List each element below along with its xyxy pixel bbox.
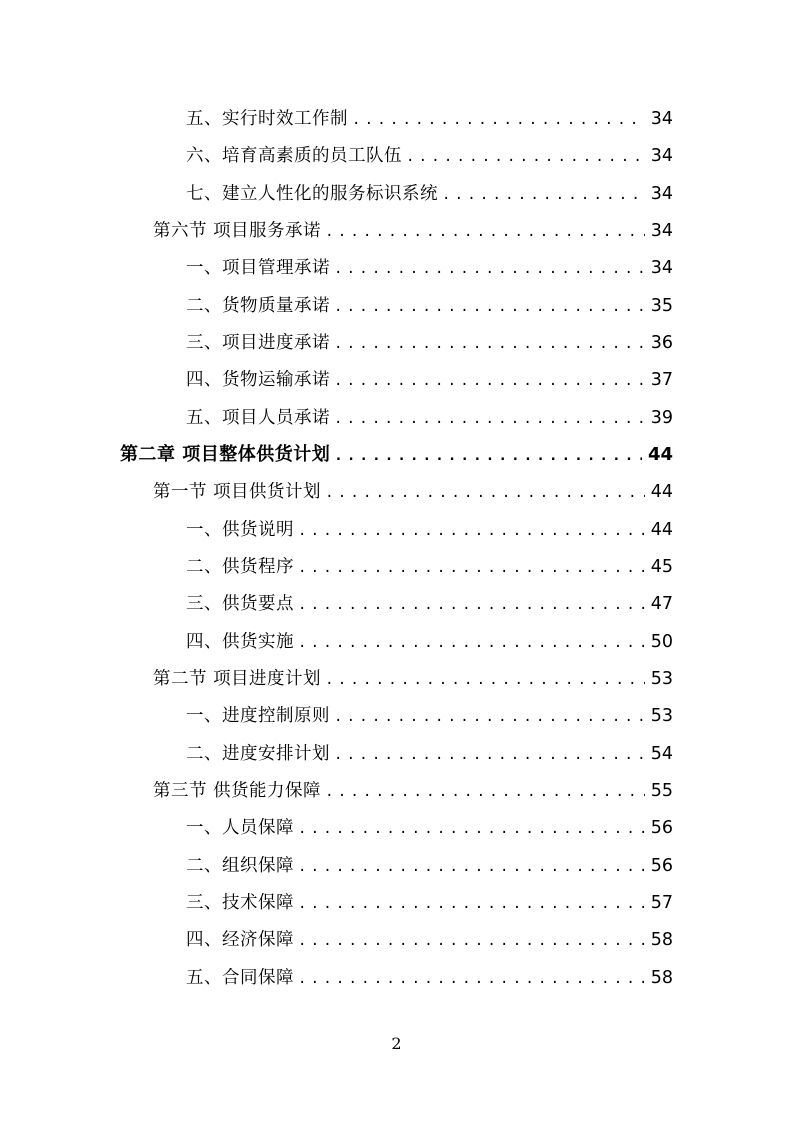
toc-entry-page: 35 [650,296,673,316]
toc-entry[interactable] [186,739,673,769]
toc-entry-title: 二、进度安排计划 [186,744,330,764]
toc-dot-leader [334,404,645,434]
toc-entry-page: 34 [650,146,673,166]
toc-entry[interactable] [186,291,673,321]
toc-entry-title: 二、组织保障 [186,856,294,876]
toc-entry-page: 53 [650,706,673,726]
toc-entry-title: 三、技术保障 [186,893,294,913]
toc-entry-page: 53 [650,669,673,689]
toc-entry[interactable] [186,365,673,395]
toc-entry[interactable] [186,963,673,993]
toc-dot-leader [298,926,645,956]
toc-dot-leader [334,329,645,359]
toc-entry[interactable] [153,477,673,507]
toc-entry-title: 五、项目人员承诺 [186,408,330,428]
toc-entry[interactable] [186,627,673,657]
toc-dot-leader [298,964,645,994]
toc-dot-leader [334,254,645,284]
toc-entry-title: 一、项目管理承诺 [186,258,330,278]
toc-dot-leader [334,441,642,471]
toc-entry-page: 47 [650,594,673,614]
toc-entry-page: 50 [650,632,673,652]
toc-entry[interactable] [186,888,673,918]
toc-entry-page: 44 [650,482,673,502]
toc-dot-leader [298,628,645,658]
toc-entry-page: 44 [647,444,673,465]
toc-entry-title: 四、货物运输承诺 [186,370,330,390]
toc-dot-leader [325,665,645,695]
toc-entry[interactable] [186,253,673,283]
toc-entry-page: 37 [650,370,673,390]
toc-dot-leader [298,889,645,919]
toc-entry[interactable] [153,664,673,694]
toc-dot-leader [298,553,645,583]
toc-dot-leader [334,702,645,732]
toc-entry-title: 二、供货程序 [186,557,294,577]
toc-entry[interactable] [186,851,673,881]
toc-entry-title: 三、供货要点 [186,594,294,614]
toc-entry[interactable] [186,104,673,134]
toc-dot-leader [298,814,645,844]
toc-entry-title: 四、经济保障 [186,930,294,950]
toc-entry-page: 58 [650,968,673,988]
toc-dot-leader [406,142,645,172]
toc-entry[interactable] [186,403,673,433]
toc-entry[interactable] [186,813,673,843]
toc-entry-page: 56 [650,856,673,876]
toc-entry-page: 58 [650,930,673,950]
toc-entry[interactable] [186,179,673,209]
toc-entry-page: 36 [650,333,673,353]
toc-entry-title: 第二节 项目进度计划 [153,669,322,689]
toc-entry-title: 第六节 项目服务承诺 [153,221,322,241]
toc-dot-leader [325,478,645,508]
toc-entry-title: 七、建立人性化的服务标识系统 [186,184,438,204]
toc-entry[interactable] [186,589,673,619]
toc-entry-page: 54 [650,744,673,764]
toc-entry-title: 一、进度控制原则 [186,706,330,726]
toc-entry-page: 39 [650,408,673,428]
toc-entry-page: 44 [650,520,673,540]
toc-entry-title: 第一节 项目供货计划 [153,482,322,502]
toc-entry[interactable] [153,776,673,806]
toc-dot-leader [298,852,645,882]
toc-entry-page: 55 [650,781,673,801]
toc-entry-title: 三、项目进度承诺 [186,333,330,353]
toc-chapter-entry[interactable] [120,440,673,470]
toc-dot-leader [334,366,645,396]
toc-entry[interactable] [186,141,673,171]
toc-dot-leader [325,777,645,807]
toc-entry-page: 34 [650,221,673,241]
toc-entry[interactable] [186,552,673,582]
toc-entry-page: 34 [650,109,673,129]
toc-entry[interactable] [186,701,673,731]
toc-entry[interactable] [153,216,673,246]
toc-dot-leader [298,516,645,546]
toc-entry-page: 56 [650,818,673,838]
toc-dot-leader [352,105,645,135]
toc-dot-leader [334,740,645,770]
toc-entry[interactable] [186,925,673,955]
toc-entry-title: 第二章 项目整体供货计划 [120,444,331,465]
toc-dot-leader [334,292,645,322]
toc-entry-title: 六、培育高素质的员工队伍 [186,146,402,166]
toc-dot-leader [442,180,645,210]
toc-entry[interactable] [186,328,673,358]
toc-entry-title: 四、供货实施 [186,632,294,652]
toc-entry-title: 二、货物质量承诺 [186,296,330,316]
page-number: 2 [391,1034,402,1053]
toc-entry-page: 45 [650,557,673,577]
toc-entry-page: 57 [650,893,673,913]
toc-entry[interactable] [186,515,673,545]
toc-entry-title: 一、人员保障 [186,818,294,838]
toc-entry-title: 一、供货说明 [186,520,294,540]
toc-entry-page: 34 [650,258,673,278]
toc-entry-title: 五、合同保障 [186,968,294,988]
toc-dot-leader [325,217,645,247]
toc-entry-title: 五、实行时效工作制 [186,109,348,129]
toc-dot-leader [298,590,645,620]
toc-entry-title: 第三节 供货能力保障 [153,781,322,801]
toc-entry-page: 34 [650,184,673,204]
